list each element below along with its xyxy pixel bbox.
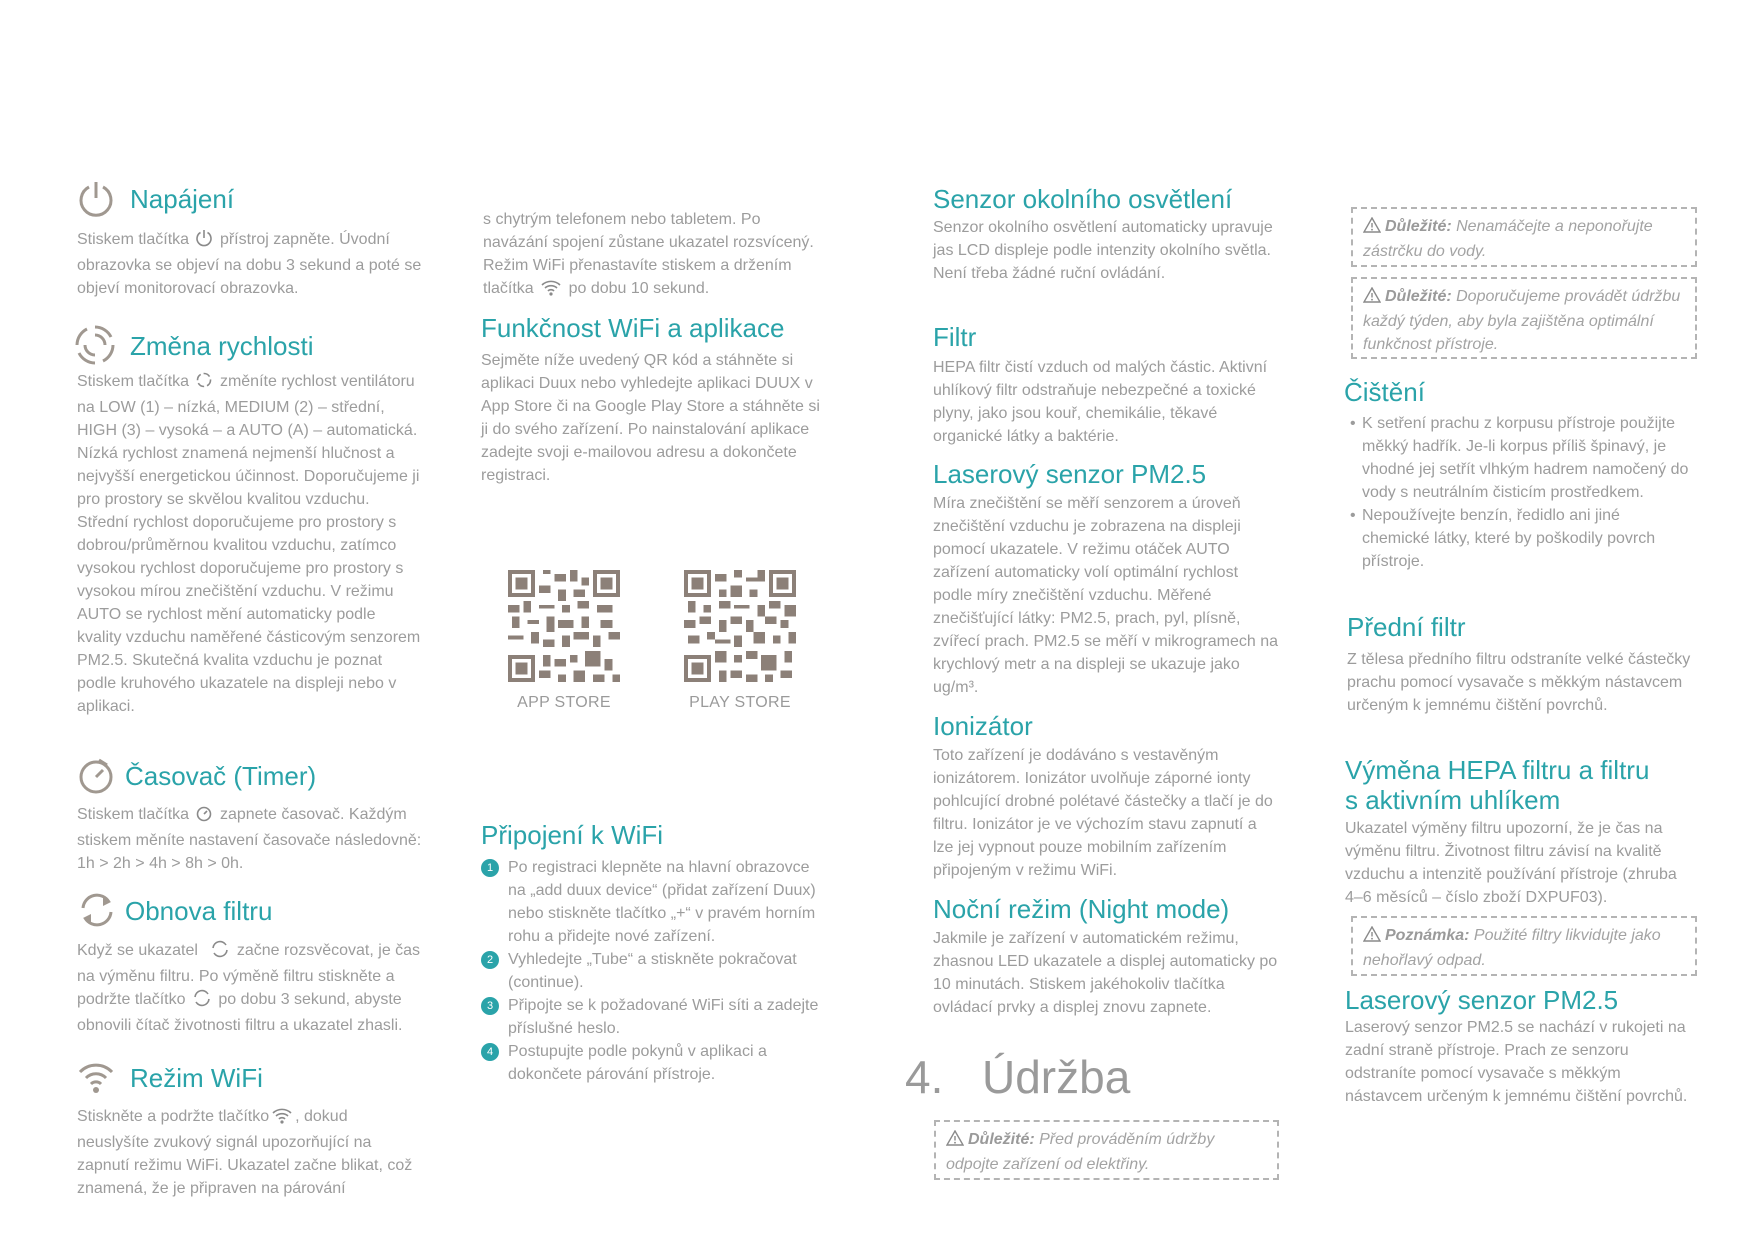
qr-code-app-store-icon[interactable]: [508, 570, 620, 682]
filter-reset-title: Obnova filtru: [125, 896, 273, 926]
filter-section: [933, 322, 1278, 448]
cleaning-title: Čištění: [1344, 377, 1425, 407]
qr-caption-play-store: PLAY STORE: [689, 694, 791, 711]
pm25b-title: Laserový senzor PM2.5: [1345, 985, 1619, 1015]
pm25-title: Laserový senzor PM2.5: [933, 459, 1207, 489]
warning-icon: [946, 1130, 964, 1153]
app-title: Funkčnost WiFi a aplikace: [481, 313, 785, 343]
reset-inline-icon-2: [192, 989, 212, 1014]
warning-icon: [1363, 287, 1381, 310]
step-number: 2: [481, 951, 499, 969]
pm25-section: [933, 459, 1278, 699]
speed-text: Stiskem tlačítka změníte rychlost ventilátoru na LOW (1) – nízká, MEDIUM (2) – střední, HIGH (3) – vysoká – a AUTO (A) – automatická. Nízká rychlost znamená nejmenší hlučnost a nejvyšší energetickou účinnost. Doporučujeme ji pro prostory se skvělou kvalitou vzduchu. Střední rychlost doporučujeme pro prostory s dobrou/průměrnou kvalitou vzduchu, zatímco vysokou rychlost doporučujeme pro prostory s vysokou mírou znečištění vzduchu. V režimu AUTO se rychlost mění automaticky podle kvality vzduchu naměřené částicovým senzorem PM2.5. Skutečná kvalita vzduchu je poznat podle kruhového ukazatele na displeji nebo v aplikaci.: [77, 373, 421, 715]
power-section: [77, 180, 422, 300]
wifi-mode-title: Režim WiFi: [130, 1063, 263, 1093]
pm25-text: Míra znečištění se měří senzorem a úroveň znečištění vzduchu je zobrazena na displeji pomocí ukazatele. V režimu otáček AUTO zařízení automaticky volí optimální rychlost podle míry znečištění vzduchu. Měřené znečišťující látky: PM2.5, prach, pyl, plísně, zvířecí prach. PM2.5 se měří v mikrogramech na krychlový metr a na displeji se ukazuje jako ug/m³.: [933, 495, 1278, 696]
power-title: Napájení: [130, 184, 235, 214]
ionizer-section: [933, 711, 1278, 882]
replace-section: [1345, 755, 1695, 909]
step-item: 4 Postupujte podle pokynů v aplikaci a dokončete párování přístroje.: [481, 1040, 831, 1086]
ambient-title: Senzor okolního osvětlení: [933, 184, 1233, 214]
filter-reset-icon: [77, 890, 117, 930]
night-text: Jakmile je zařízení v automatickém režimu, zhasnou LED ukazatele a displej automaticky po 10 minutách. Stiskem jakéhokoliv tlačítka ovládací prvky a displej znovu zapnete.: [933, 930, 1278, 1016]
wifi-inline-icon: [271, 1106, 293, 1131]
wifi-inline-icon-2: [540, 278, 562, 303]
note-disposal: Poznámka: Použité filtry likvidujte jako nehořlavý odpad.: [1351, 916, 1697, 976]
step-item: 2 Vyhledejte „Tube“ a stiskněte pokračovat (continue).: [481, 948, 831, 994]
step-number: 3: [481, 997, 499, 1015]
qr-app-store[interactable]: [505, 570, 623, 712]
note-water: Důležité: Nenamáčejte a neponořujte zástrčku do vody.: [1351, 207, 1697, 267]
step-item: 3 Připojte se k požadované WiFi síti a zadejte příslušné heslo.: [481, 994, 831, 1040]
connect-section: [481, 820, 831, 1086]
wifi-mode-continued: [483, 208, 828, 303]
timer-title: Časovač (Timer): [125, 761, 317, 791]
cleaning-section: [1344, 377, 1689, 573]
ionizer-title: Ionizátor: [933, 711, 1033, 741]
maintenance-title: Údržba: [982, 1051, 1131, 1103]
timer-inline-icon: [195, 804, 213, 829]
wifi-icon: [77, 1060, 115, 1094]
timer-icon: [77, 757, 115, 795]
filter-text: HEPA filtr čistí vzduch od malých částic. Aktivní uhlíkový filtr odstraňuje nebezpečné a toxické plyny, jako jsou kouř, chemikálie, těkavé organické látky a baktérie.: [933, 359, 1268, 445]
speed-section: [77, 325, 422, 718]
prefilter-section: [1347, 612, 1692, 717]
power-inline-icon: [195, 229, 213, 254]
power-text: Stiskem tlačítka přístroj zapněte. Úvodní obrazovka se objeví na dobu 3 sekund a poté se objeví monitorovací obrazovka.: [77, 231, 422, 297]
warning-icon: [1363, 217, 1381, 240]
night-section: [933, 894, 1278, 1019]
maintenance-number: 4.: [905, 1051, 944, 1103]
qr-caption-app-store: APP STORE: [517, 694, 611, 711]
ambient-section: [933, 184, 1278, 285]
prefilter-text: Z tělesa předního filtru odstraníte velké částečky prachu pomocí vysavače s měkkým nástavcem určeným k jemnému čištění povrchů.: [1347, 651, 1691, 714]
wifi-mode-text: Stiskněte a podržte tlačítko , dokud neuslyšíte zvukový signál upozorňující na zapnutí režimu WiFi. Ukazatel začne blikat, což znamená, že je připraven na párování: [77, 1108, 413, 1197]
reset-inline-icon: [210, 940, 230, 965]
connect-title: Připojení k WiFi: [481, 820, 664, 850]
step-number: 4: [481, 1043, 499, 1061]
step-item: 1 Po registraci klepněte na hlavní obrazovce na „add duux device“ (přidat zařízení Duux) nebo stiskněte tlačítko „+“ v pravém horním rohu a přidejte nové zařízení.: [481, 856, 831, 948]
fan-speed-icon: [73, 323, 117, 367]
fan-inline-icon: [195, 371, 213, 396]
filter-reset-section: [77, 890, 422, 1037]
wifi-mode-section: [77, 1060, 422, 1200]
qr-play-store[interactable]: [681, 570, 799, 712]
replace-title-line1: Výměna HEPA filtru a filtru: [1345, 755, 1650, 785]
filter-reset-text: Když se ukazatel začne rozsvěcovat, je čas na výměnu filtru. Po výměně filtru stiskněte a podržte tlačítko po dobu 3 sekund, abyste obnovili čítač životnosti filtru a ukazatel zhasli.: [77, 942, 421, 1034]
ionizer-text: Toto zařízení je dodáváno s vestavěným ionizátorem. Ionizátor uvolňuje záporné ionty pohlcující drobné polétavé částečky a tlačí je do filtru. Ionizátor je ve výchozím stavu zapnutí a lze jej vypnout pouze mobilním zařízením připojeným v režimu WiFi.: [933, 747, 1273, 879]
night-title: Noční režim (Night mode): [933, 894, 1230, 924]
filter-title: Filtr: [933, 322, 977, 352]
timer-text: Stiskem tlačítka zapnete časovač. Každým stiskem měníte nastavení časovače následovně: 1h > 2h > 4h > 8h > 0h.: [77, 806, 422, 872]
replace-text: Ukazatel výměny filtru upozorní, že je čas na výměnu filtru. Životnost filtru závisí na kvalitě vzduchu a intenzitě používání přístroje (zhruba 4–6 měsíců – číslo zboží DXPUF03).: [1345, 820, 1677, 906]
ambient-text: Senzor okolního osvětlení automaticky upravuje jas LCD displeje podle intenzity okolního světla. Není třeba žádné ruční ovládání.: [933, 219, 1273, 282]
qr-code-play-store-icon[interactable]: [684, 570, 796, 682]
list-item: • K setření prachu z korpusu přístroje použijte měkký hadřík. Je-li korpus příliš špinavý, je vhodné jej setřít vlhkým hadrem namočený do vody s neutrálním čisticím prostředkem.: [1348, 412, 1689, 504]
pm25b-text: Laserový senzor PM2.5 se nachází v rukojeti na zadní straně přístroje. Prach ze senzoru odstraníte pomocí vysavače s měkkým nástavcem určeným k jemnému čištění povrchů.: [1345, 1019, 1688, 1105]
connect-steps: [481, 856, 831, 1086]
list-item: • Nepoužívejte benzín, ředidlo ani jiné chemické látky, které by poškodily povrch přístroje.: [1348, 504, 1689, 573]
step-number: 1: [481, 859, 499, 877]
maintenance-note: Důležité: Před prováděním údržby odpojte zařízení od elektřiny.: [934, 1120, 1279, 1180]
app-section: [481, 313, 831, 487]
power-icon: [77, 180, 115, 218]
note-weekly: Důležité: Doporučujeme provádět údržbu každý týden, aby byla zajištěna optimální funkčnost přístroje.: [1351, 277, 1697, 359]
wifi-mode-continued-text: s chytrým telefonem nebo tabletem. Po navázání spojení zůstane ukazatel rozsvícený. Režim WiFi přenastavíte stiskem a držením tlačítka po dobu 10 sekund.: [483, 208, 828, 303]
speed-title: Změna rychlosti: [130, 331, 314, 361]
prefilter-title: Přední filtr: [1347, 612, 1466, 642]
cleaning-list: [1348, 412, 1689, 573]
replace-title-line2: s aktivním uhlíkem: [1345, 785, 1561, 815]
warning-icon: [1363, 926, 1381, 949]
pm25b-section: [1345, 985, 1690, 1108]
timer-section: [77, 757, 422, 875]
app-text: Sejměte níže uvedený QR kód a stáhněte si aplikaci Duux nebo vyhledejte aplikaci DUUX v App Store či na Google Play Store a stáhněte si ji do svého zařízení. Po nainstalování aplikace zadejte svoji e-mailovou adresu a dokončete registraci.: [481, 352, 820, 484]
